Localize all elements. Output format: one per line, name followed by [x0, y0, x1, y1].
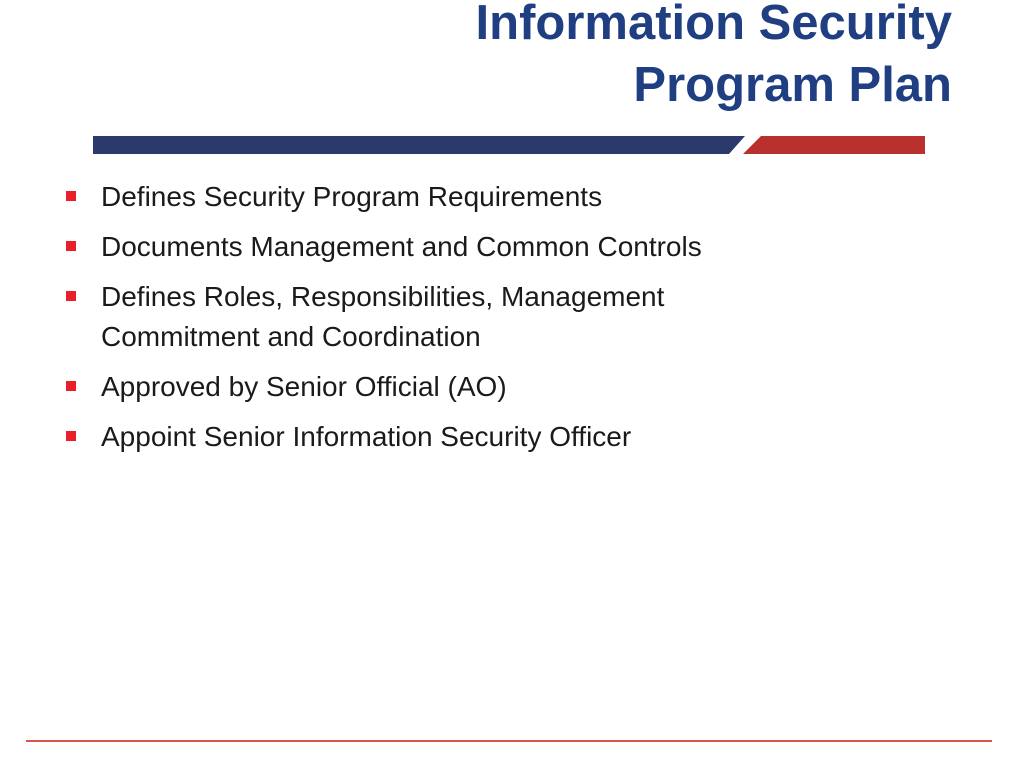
footer-rule: [26, 740, 992, 742]
divider-navy-segment: [93, 136, 745, 154]
square-bullet-icon: [66, 381, 76, 391]
bullet-item: [60, 277, 801, 357]
square-bullet-icon: [66, 291, 76, 301]
bullet-item: [60, 417, 960, 457]
bullet-text: Documents Management and Common Controls: [101, 231, 702, 262]
bullet-text: Appoint Senior Information Security Officer: [101, 421, 632, 452]
divider-red-segment: [743, 136, 925, 154]
bullet-list: [60, 177, 960, 467]
bullet-text: Approved by Senior Official (AO): [101, 371, 507, 402]
bullet-text: Defines Roles, Responsibilities, Management Commitment and Coordination: [101, 281, 665, 352]
square-bullet-icon: [66, 191, 76, 201]
bullet-text: Defines Security Program Requirements: [101, 181, 603, 212]
title-line-2: Program Plan: [633, 58, 952, 112]
bullet-item: [60, 367, 960, 407]
title-divider-bar: [93, 136, 925, 154]
title-line-1: Information Security: [475, 0, 952, 50]
square-bullet-icon: [66, 431, 76, 441]
square-bullet-icon: [66, 241, 76, 251]
slide-title: [476, 0, 952, 116]
bullet-item: [60, 227, 960, 267]
bullet-item: [60, 177, 960, 217]
